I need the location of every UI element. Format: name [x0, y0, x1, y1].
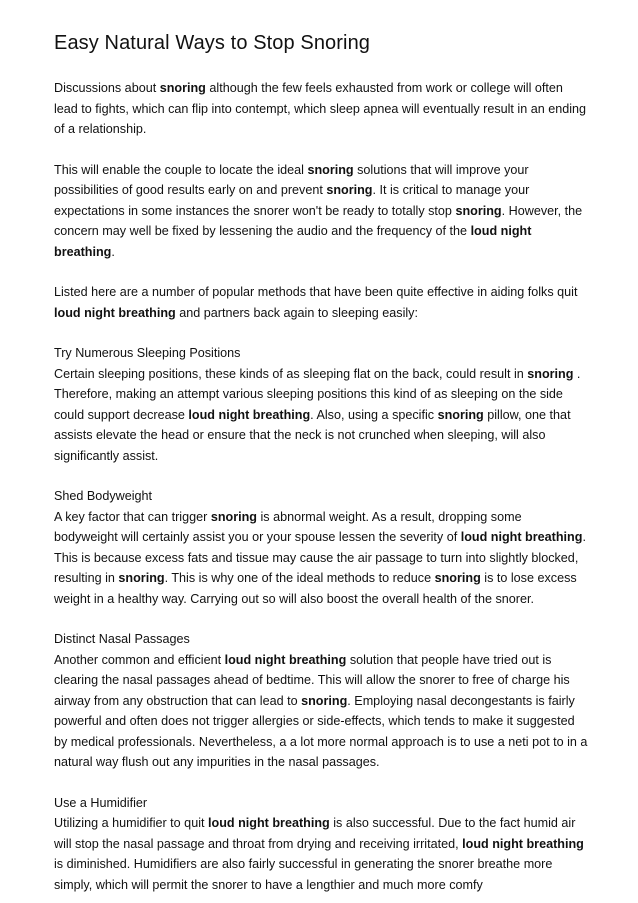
section-paragraph — [54, 486, 588, 609]
text-run: . It is critical to manage your expectations in some instances the snorer won't be ready to totally stop — [54, 183, 530, 218]
keyword: loud night breathing — [462, 836, 584, 851]
text-run: is diminished. Humidifiers are also fairly successful in generating the snorer breathe more simply, which will permit the snorer to have a lengthier and much more comfy — [54, 857, 553, 892]
keyword: loud night breathing — [224, 652, 347, 667]
keyword: loud night breathing — [460, 530, 583, 544]
text-run: Listed here are a number of popular methods that have been quite effective in aiding folks quit — [54, 285, 578, 299]
text-run: . Also, using a specific — [310, 407, 438, 422]
section-heading: Use a Humidifier — [54, 795, 148, 810]
text-run: . This is because excess fats and tissue may cause the air passage to turn into slightly blocked, resulting in — [54, 530, 586, 585]
text-run: although the few feels exhausted from work or college will often lead to fights, which can flip into contempt, which sleep apnea will eventually result in an ending of a relationship. — [54, 81, 587, 136]
text-run: . — [111, 244, 115, 259]
keyword: snoring — [301, 693, 348, 708]
document-body — [54, 78, 588, 895]
page-title: Easy Natural Ways to Stop Snoring — [54, 32, 371, 54]
text-run: . Employing nasal decongestants is fairly powerful and often does not trigger allergies or side-effects, which tends to make it suggested by medical professionals. Nevertheless, a a lot more normal approach is to use a neti pot to in a natural way flush out any impurities in the nasal passages. — [54, 693, 588, 769]
text-run: Another common and efficient — [54, 652, 225, 667]
keyword: loud night breathing — [208, 816, 330, 830]
keyword: snoring — [437, 407, 484, 422]
keyword: loud night breathing — [54, 224, 532, 259]
text-run: Discussions about — [54, 81, 160, 95]
section-paragraph — [54, 629, 588, 773]
keyword: loud night breathing — [54, 305, 176, 320]
keyword: snoring — [210, 509, 257, 524]
text-run: Utilizing a humidifier to quit — [54, 816, 208, 830]
keyword: snoring — [434, 571, 481, 585]
keyword: snoring — [118, 571, 165, 585]
text-run: is to lose excess weight in a healthy way. Carrying out so will also boost the overall health of the snorer. — [54, 571, 577, 606]
text-run: . However, the concern may well be fixed by lessening the audio and the frequency of the — [54, 203, 583, 238]
section-heading: Shed Bodyweight — [54, 489, 153, 503]
paragraph — [54, 282, 588, 323]
text-run: A key factor that can trigger — [54, 509, 211, 524]
text-run: . This is why one of the ideal methods to reduce — [164, 571, 435, 585]
keyword: snoring — [326, 183, 373, 197]
section-heading: Distinct Nasal Passages — [54, 632, 190, 646]
text-run: and partners back again to sleeping easily: — [175, 305, 418, 320]
paragraph — [54, 160, 588, 263]
section-paragraph — [54, 343, 588, 466]
keyword: snoring — [527, 366, 574, 381]
keyword: snoring — [159, 81, 206, 95]
text-run: pillow, one that assists elevate the head or ensure that the neck is not crunched when sleeping, will also significantly assist. — [54, 407, 571, 463]
text-run: This will enable the couple to locate the ideal — [54, 162, 308, 177]
text-run: is abnormal weight. As a result, dropping some bodyweight will certainly assist you or your spouse lessen the severity of — [54, 509, 522, 544]
keyword: snoring — [307, 162, 354, 177]
section-paragraph — [54, 793, 588, 896]
text-run: is also successful. Due to the fact humid air will stop the nasal passage and throat from drying and receiving irritated, — [54, 816, 576, 851]
keyword: snoring — [455, 203, 502, 218]
text-run: solutions that will improve your possibilities of good results early on and prevent — [54, 162, 529, 197]
text-run: Certain sleeping positions, these kinds of as sleeping flat on the back, could result in — [54, 366, 528, 381]
section-heading: Try Numerous Sleeping Positions — [54, 346, 241, 360]
text-run: . Therefore, making an attempt various sleeping positions this kind of as sleeping on the side could support decrease — [54, 366, 581, 422]
text-run: solution that people have tried out is clearing the nasal passages ahead of bedtime. This will allow the snorer to free of charge his airway from any obstruction that can lead to — [54, 652, 570, 708]
keyword: loud night breathing — [188, 407, 311, 422]
paragraph — [54, 78, 588, 140]
